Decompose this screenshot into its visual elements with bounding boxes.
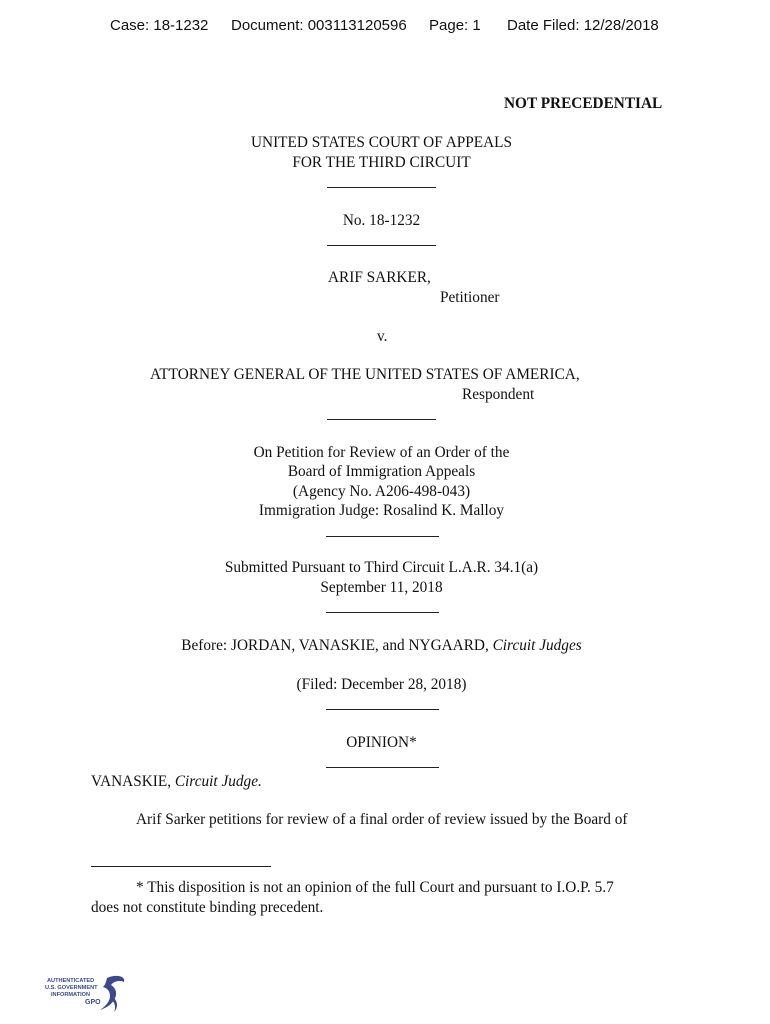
document-number: Document: 003113120596	[231, 17, 407, 34]
seal-line4: GPO	[85, 999, 101, 1006]
date-filed: Date Filed: 12/28/2018	[507, 17, 659, 34]
seal-line3: INFORMATION	[51, 992, 91, 998]
filed-date: (Filed: December 28, 2018)	[296, 676, 467, 693]
opinion-heading: OPINION*	[346, 734, 417, 751]
respondent-role: Respondent	[462, 386, 535, 403]
separator-rule	[326, 612, 439, 613]
separator-rule	[326, 709, 439, 710]
panel-judges-names: Before: JORDAN, VANASKIE, and NYGAARD,	[181, 637, 493, 654]
seal-line2: U.S. GOVERNMENT	[45, 985, 98, 991]
gpo-authentication-seal	[44, 972, 130, 1018]
petitioner-role: Petitioner	[440, 289, 500, 306]
precedential-status: NOT PRECEDENTIAL	[504, 95, 663, 112]
submitted-line1: Submitted Pursuant to Third Circuit L.A.R. 34.1(a)	[224, 559, 539, 576]
page-number: Page: 1	[429, 17, 481, 34]
court-name-line2: FOR THE THIRD CIRCUIT	[292, 154, 471, 171]
separator-rule	[327, 245, 436, 246]
gpo-eagle-icon	[44, 972, 130, 1018]
author-name: VANASKIE,	[91, 773, 175, 790]
footnote-line2: does not constitute binding precedent.	[91, 899, 324, 916]
body-paragraph: Arif Sarker petitions for review of a final order of review issued by the Board of	[136, 811, 628, 828]
case-number: Case: 18-1232	[110, 17, 209, 34]
seal-line1: AUTHENTICATED	[47, 978, 95, 984]
separator-rule	[327, 187, 436, 188]
docket-number: No. 18-1232	[342, 212, 421, 229]
petition-line2: Board of Immigration Appeals	[287, 463, 476, 480]
separator-rule	[326, 767, 439, 768]
petitioner-name: ARIF SARKER,	[328, 269, 431, 286]
panel-judges	[0, 636, 763, 655]
separator-rule	[326, 536, 439, 537]
agency-number: (Agency No. A206-498-043)	[292, 483, 471, 500]
submitted-date: September 11, 2018	[320, 579, 443, 596]
immigration-judge: Immigration Judge: Rosalind K. Malloy	[258, 502, 505, 519]
versus: v.	[377, 328, 388, 345]
opinion-author	[91, 772, 262, 791]
separator-rule	[327, 419, 436, 420]
panel-judges-title: Circuit Judges	[492, 637, 582, 654]
court-name-line1: UNITED STATES COURT OF APPEALS	[250, 134, 513, 151]
footnote-line1: * This disposition is not an opinion of the full Court and pursuant to I.O.P. 5.7	[136, 879, 614, 896]
petition-line1: On Petition for Review of an Order of the	[253, 444, 510, 461]
footnote-rule	[91, 866, 271, 867]
author-title: Circuit Judge.	[174, 773, 262, 790]
respondent-name: ATTORNEY GENERAL OF THE UNITED STATES OF AMERICA,	[150, 366, 580, 383]
